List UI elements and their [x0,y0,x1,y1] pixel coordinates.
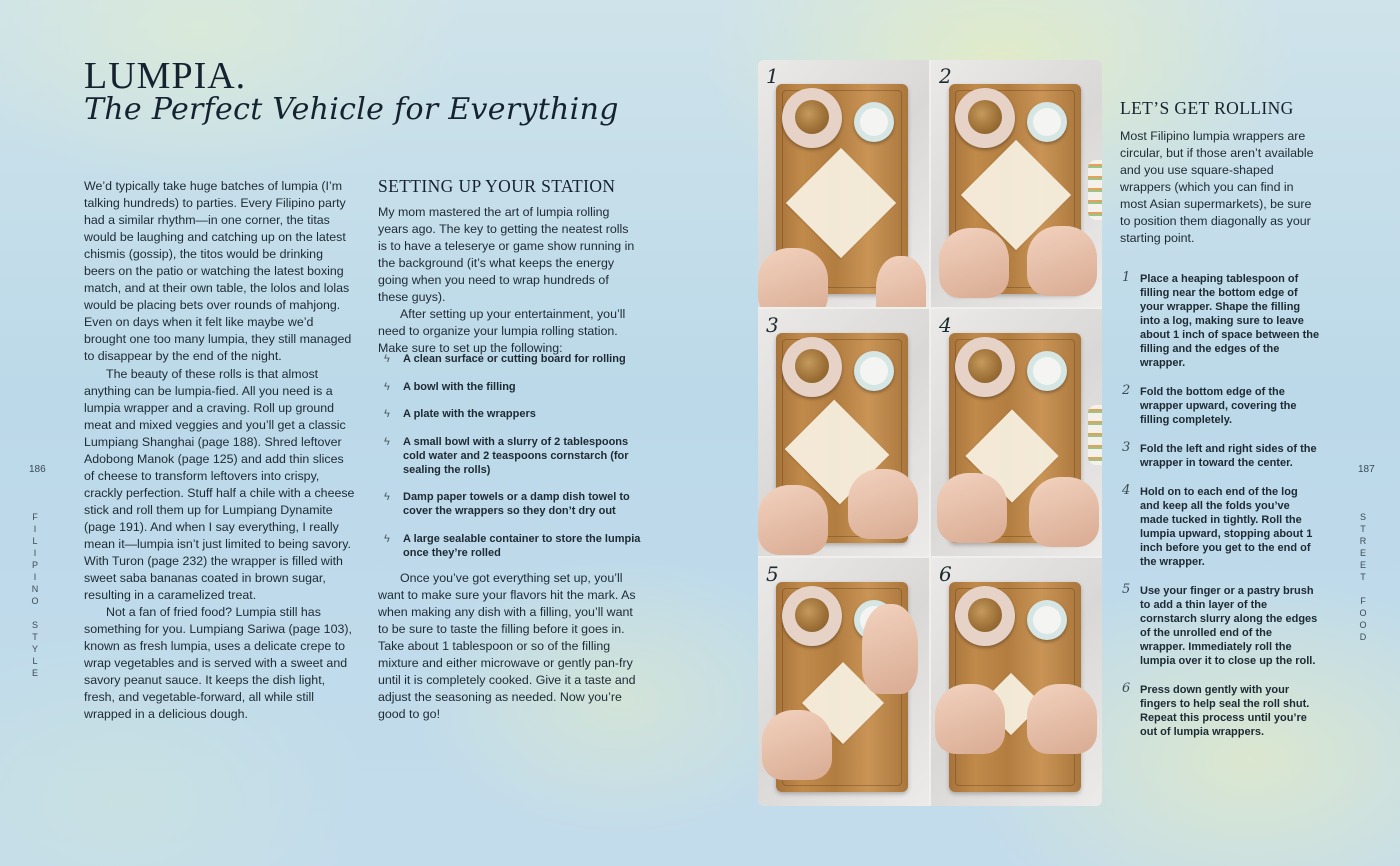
bolt-icon: ϟ [384,408,390,420]
hand [937,473,1007,543]
step-number: 6 [1122,681,1131,696]
step-text: Use your finger or a pastry brush to add a thin layer of the cornstarch slurry along the edges of the unrolled end of the wrapper. Immediately roll the lumpia over it to close up the roll. [1140,585,1318,667]
station-closing-block [378,570,640,723]
step-photo [931,309,1102,556]
slurry-bowl [1027,600,1067,640]
hand [762,710,832,780]
slurry-bowl [1027,102,1067,142]
step-photo [758,558,929,806]
intro-paragraph: Not a fan of fried food? Lumpia still has something for you. Lumpiang Sariwa (page 103), known as fresh lumpia, uses a delicate crepe to wrap vegetables and is served with a sweet and savory peanut sauce. It keeps the dish light, fresh, and vegetable-forward, all while still wrapped in a delicious dough. [84,605,352,722]
station-heading: SETTING UP YOUR STATION [378,176,616,196]
rolling-intro: Most Filipino lumpia wrappers are circular, but if those aren’t available and you use square-shaped wrappers (which you can find in most Asian supermarkets), be sure to position them diagonally as your starting point. [1120,129,1314,246]
rolling-step [1120,584,1320,668]
striped-towel [1088,405,1102,465]
supply-item [384,380,644,394]
supply-item-text: A plate with the wrappers [403,408,536,420]
photo-step-number: 1 [766,64,779,88]
step-photo [931,60,1102,307]
step-text: Hold on to each end of the log and keep all the folds you’ve made tucked in tightly. Roll the lumpia upward, stopping about 1 inch before you get to the end of the wrapper. [1140,486,1313,568]
supply-item-text: A small bowl with a slurry of 2 tablespoons cold water and 2 teaspoons cornstarch (for sealing the rolls) [403,435,629,476]
rolling-intro-block [1120,128,1320,247]
hand [848,469,918,539]
supply-item-text: A large sealable container to store the lumpia once they’re rolled [403,532,641,559]
step-photo [758,60,929,307]
filling-bowl [955,88,1015,148]
photo-step-number: 3 [766,313,779,337]
station-intro [378,204,640,357]
station-paragraph: My mom mastered the art of lumpia rolling years ago. The key to getting the neatest rolls is to have a teleserye or game show running in the background (it’s what keeps the energy going when you need to wrap hundreds of these guys). [378,205,635,305]
step-number: 5 [1122,582,1131,597]
hand [1029,477,1099,547]
section-label-right: STREET FOOD [1358,512,1368,644]
hand [876,256,926,307]
bolt-icon: ϟ [384,532,390,545]
page-title: LUMPIA. [84,55,247,97]
hand [758,248,828,307]
filling-bowl [782,337,842,397]
page-number-left: 186 [29,464,46,475]
hand [1027,226,1097,296]
supply-item-text: A clean surface or cutting board for rolling [403,353,626,365]
hand [935,684,1005,754]
intro-column [84,178,356,724]
supply-item-text: A bowl with the filling [403,380,516,393]
slurry-bowl [854,102,894,142]
step-text: Place a heaping tablespoon of filling near the bottom edge of your wrapper. Shape the filling into a log, making sure to leave about 1 inch of space between the filling and the edges of the wrapper. [1140,273,1320,369]
station-closing: Once you’ve got everything set up, you’ll want to make sure your flavors hit the mark. As when making any dish with a filling, you’ll want to be sure to taste the filling before it goes in. Take about 1 tablespoon or so of the filling mixture and either microwave or gently pan-fry until it is completely cooked. Give it a taste and adjust the seasoning as needed. Now you’re good to go! [378,571,636,722]
striped-towel [1088,160,1102,220]
rolling-step [1120,485,1320,569]
hand [1027,684,1097,754]
rolling-step [1120,272,1320,370]
step-number: 4 [1122,483,1131,498]
filling-bowl [955,337,1015,397]
rolling-step [1120,385,1320,427]
page-subtitle: The Perfect Vehicle for Everything [84,92,619,127]
supply-item [384,435,644,477]
rolling-steps [1120,272,1320,739]
supply-item [384,490,644,518]
step-number: 2 [1122,383,1131,398]
filling-bowl [955,586,1015,646]
supply-list [384,352,644,573]
photo-step-number: 6 [939,562,952,586]
step-text: Fold the bottom edge of the wrapper upward, covering the filling completely. [1140,386,1297,426]
step-number: 3 [1122,440,1131,455]
rolling-heading: LET’S GET ROLLING [1120,98,1294,118]
step-text: Fold the left and right sides of the wrapper in toward the center. [1140,443,1317,469]
step-text: Press down gently with your fingers to help seal the roll shut. Repeat this process until you’re out of lumpia wrappers. [1140,684,1310,738]
intro-paragraph: The beauty of these rolls is that almost anything can be lumpia-fied. All you need is a lumpia wrapper and a craving. Roll up ground meat and mixed veggies and you’ll get a classic Lumpiang Shanghai (page 188). Shred leftover Adobong Manok (page 125) and add thin slices of cheese to transform leftovers into crispy, crackly perfection. Stuff half a chile with a cheese stick and roll them up for Lumpiang Dynamite (page 191). And when I say everything, I really mean it—lumpia isn’t just limited to being savory. With Turon (page 232) the wrapper is filled with sweet saba bananas coated in brown sugar, resulting in a caramelized treat. [84,366,355,603]
bolt-icon: ϟ [384,435,390,448]
step-photo-grid [758,60,1102,806]
photo-step-number: 4 [939,313,952,337]
rolling-step [1120,442,1320,470]
bolt-icon: ϟ [384,353,390,365]
bolt-icon: ϟ [384,491,390,503]
slurry-bowl [854,351,894,391]
filling-bowl [782,88,842,148]
intro-paragraph: We’d typically take huge batches of lumpia (I’m talking hundreds) to parties. Every Filipino party had a similar rhythm—in one corner, the titas would be laughing and catching up on the latest chismis (gossip), the titos would be drinking beers on the patio or watching the latest boxing match, and at their own table, the lolos and lolas would be placing bets over rounds of mahjong. Even on days when it felt like maybe we’d brought one too many lumpia, they still managed to disappear by the end of the night. [84,179,352,364]
rolling-step [1120,683,1320,739]
bolt-icon: ϟ [384,380,390,393]
hand [939,228,1009,298]
photo-step-number: 5 [766,562,779,586]
section-label-left: FILIPINO STYLE [30,512,40,680]
photo-step-number: 2 [939,64,952,88]
slurry-bowl [1027,351,1067,391]
supply-item [384,407,644,421]
hand [758,485,828,555]
page-number-right: 187 [1358,464,1375,475]
supply-item [384,352,644,366]
filling-bowl [782,586,842,646]
step-number: 1 [1122,270,1131,285]
supply-item [384,532,644,560]
step-photo [758,309,929,556]
hand [862,604,918,694]
station-paragraph: After setting up your entertainment, you’ll need to organize your lumpia rolling station. Make sure to set up the following: [378,307,626,356]
supply-item-text: Damp paper towels or a damp dish towel to cover the wrappers so they don’t dry out [403,491,630,517]
step-photo [931,558,1102,806]
